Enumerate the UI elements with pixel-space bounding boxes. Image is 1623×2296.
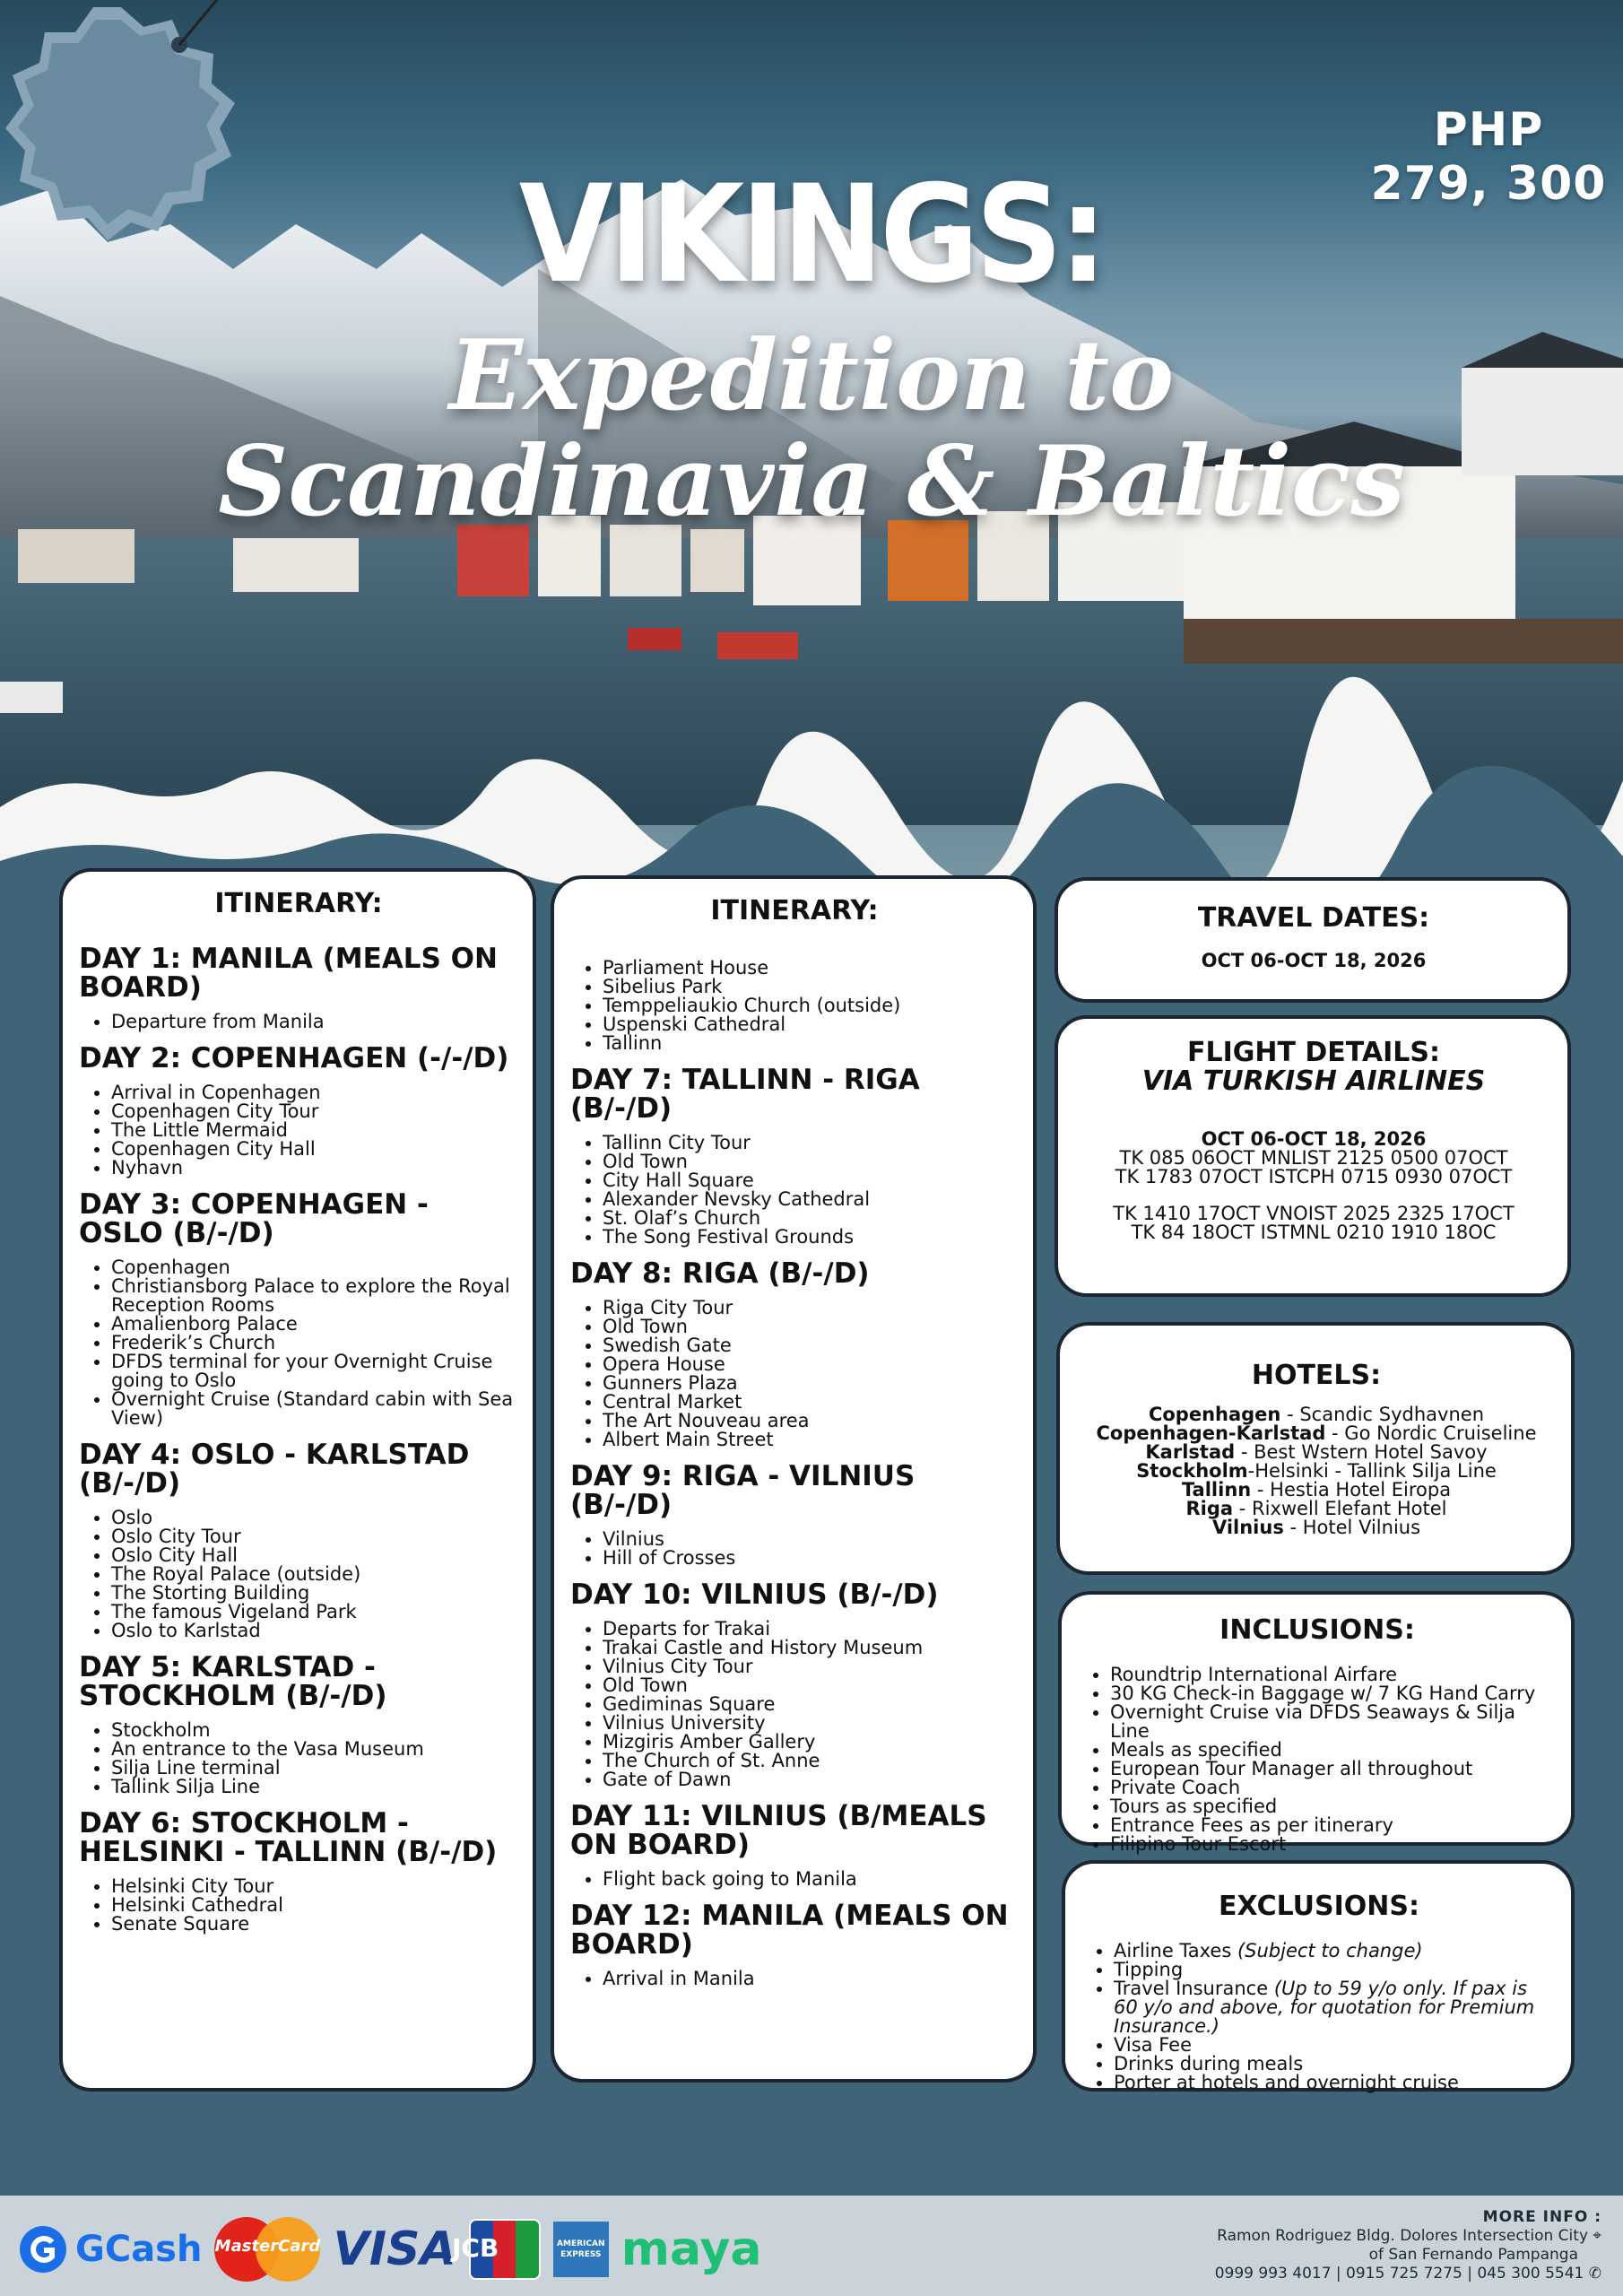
gcash-icon bbox=[18, 2224, 68, 2274]
mastercard-logo bbox=[214, 2217, 320, 2282]
activity-item: • Oslo City Hall bbox=[111, 1546, 518, 1565]
flight-dates: OCT 06-OCT 18, 2026 bbox=[1201, 1128, 1427, 1150]
hotels-list bbox=[1076, 1405, 1557, 1537]
activity-item: • Albert Main Street bbox=[603, 1431, 1019, 1449]
activity-item: • The Royal Palace (outside) bbox=[111, 1565, 518, 1584]
hotel-separator: - bbox=[1235, 1441, 1254, 1463]
address-line-2: of San Fernando Pampanga bbox=[1368, 2246, 1578, 2264]
exclusions-card bbox=[1062, 1860, 1575, 2092]
activity-item: • Tallinn bbox=[603, 1034, 1019, 1053]
day-activity-list bbox=[570, 1970, 1019, 1988]
inclusion-item: • 30 KG Check-in Baggage w/ 7 KG Hand Carry bbox=[1110, 1684, 1557, 1703]
exclusion-item bbox=[1114, 2036, 1557, 2055]
activity-item: • The Storting Building bbox=[111, 1584, 518, 1603]
hotel-name: Hotel Vilnius bbox=[1302, 1517, 1421, 1538]
flight-details-card bbox=[1055, 1015, 1571, 1297]
inclusion-item: • Entrance Fees as per itinerary bbox=[1110, 1816, 1557, 1835]
hotel-city: Vilnius bbox=[1211, 1517, 1284, 1538]
activity-item: • Parliament House bbox=[603, 959, 1019, 978]
inclusion-item: • European Tour Manager all throughout bbox=[1110, 1760, 1557, 1779]
hotel-name: Go Nordic Cruiseline bbox=[1344, 1422, 1537, 1444]
address-line-1 bbox=[1215, 2227, 1601, 2246]
more-info-label: MORE INFO : bbox=[1482, 2208, 1601, 2226]
hotel-row bbox=[1076, 1443, 1557, 1462]
itinerary-intro-list bbox=[570, 959, 1019, 1053]
itinerary-days bbox=[79, 944, 518, 1934]
flight-segments-outbound bbox=[1074, 1149, 1553, 1187]
activity-item: • Vilnius University bbox=[603, 1714, 1019, 1733]
gcash-label: GCash bbox=[75, 2229, 203, 2270]
hotel-separator: - bbox=[1233, 1498, 1253, 1519]
activity-item: • Old Town bbox=[603, 1676, 1019, 1695]
inclusions-heading: INCLUSIONS: bbox=[1219, 1614, 1415, 1646]
exclusion-item bbox=[1114, 1942, 1557, 1961]
inclusion-item: • Roundtrip International Airfare bbox=[1110, 1665, 1557, 1684]
activity-item: • Sibelius Park bbox=[603, 978, 1019, 996]
day-activity-list bbox=[570, 1870, 1019, 1889]
itinerary-heading: ITINERARY: bbox=[710, 895, 879, 926]
hotels-heading: HOTELS: bbox=[1251, 1360, 1382, 1391]
flight-airline: VIA TURKISH AIRLINES bbox=[1141, 1065, 1486, 1097]
exclusions-heading: EXCLUSIONS: bbox=[1219, 1891, 1419, 1922]
activity-item: • Oslo bbox=[111, 1509, 518, 1527]
hotel-separator: - bbox=[1247, 1460, 1255, 1482]
activity-item: • Copenhagen City Hall bbox=[111, 1140, 518, 1159]
exclusion-text: Airline Taxes bbox=[1114, 1940, 1237, 1961]
activity-item: • Vilnius City Tour bbox=[603, 1657, 1019, 1676]
day-activity-list bbox=[79, 1721, 518, 1796]
itinerary-days bbox=[570, 1065, 1019, 1988]
mastercard-label: MasterCard bbox=[214, 2237, 321, 2256]
activity-item: • An entrance to the Vasa Museum bbox=[111, 1740, 518, 1759]
hotel-name: Scandic Sydhavnen bbox=[1299, 1404, 1485, 1425]
inclusion-item: • Private Coach bbox=[1110, 1779, 1557, 1797]
activity-item: • Nyhavn bbox=[111, 1159, 518, 1178]
hotel-row bbox=[1076, 1481, 1557, 1500]
activity-item: • Central Market bbox=[603, 1393, 1019, 1412]
day-activity-list bbox=[79, 1258, 518, 1428]
itinerary-card-2 bbox=[551, 875, 1037, 2083]
day-title: DAY 8: RIGA (B/-/D) bbox=[570, 1257, 870, 1290]
activity-item: • The Song Festival Grounds bbox=[603, 1228, 1019, 1247]
inclusions-card bbox=[1058, 1591, 1575, 1855]
activity-item: • Gunners Plaza bbox=[603, 1374, 1019, 1393]
activity-item: • Stockholm bbox=[111, 1721, 518, 1740]
activity-item: • Tallink Silja Line bbox=[111, 1778, 518, 1796]
activity-item: • Uspenski Cathedral bbox=[603, 1015, 1019, 1034]
hotel-name: Helsinki - Tallink Silja Line bbox=[1254, 1460, 1497, 1482]
day-title: DAY 12: MANILA (MEALS ON BOARD) bbox=[570, 1900, 1009, 1961]
travel-dates-value: OCT 06-OCT 18, 2026 bbox=[1201, 950, 1427, 971]
activity-item: • Overnight Cruise (Standard cabin with Sea View) bbox=[111, 1390, 518, 1428]
exclusion-note: (Up to 59 y/o only. If pax is 60 y/o and above, for quotation for Premium Insurance.) bbox=[1114, 1978, 1535, 2037]
flight-segment: TK 84 18OCT ISTMNL 0210 1910 18OC bbox=[1131, 1222, 1497, 1243]
amex-logo bbox=[553, 2222, 609, 2277]
flight-heading: FLIGHT DETAILS: bbox=[1186, 1037, 1441, 1068]
activity-item: • Oslo City Tour bbox=[111, 1527, 518, 1546]
itinerary-card-1 bbox=[59, 868, 536, 2092]
hotel-name: Hestia Hotel Eiropa bbox=[1270, 1479, 1452, 1500]
maya-logo: maya bbox=[621, 2222, 762, 2276]
exclusion-item bbox=[1114, 2074, 1557, 2092]
phone-text: 0999 993 4017 | 0915 725 7275 | 045 300 5541 bbox=[1214, 2265, 1584, 2283]
day-title: DAY 7: TALLINN - RIGA (B/-/D) bbox=[570, 1064, 920, 1125]
activity-item: • Copenhagen bbox=[111, 1258, 518, 1277]
activity-item: • DFDS terminal for your Overnight Cruise going to Oslo bbox=[111, 1352, 518, 1390]
activity-item: • Silja Line terminal bbox=[111, 1759, 518, 1778]
gcash-logo bbox=[18, 2224, 202, 2274]
day-title: DAY 2: COPENHAGEN (-/-/D) bbox=[79, 1042, 509, 1074]
hotel-separator: - bbox=[1280, 1404, 1300, 1425]
hotel-row bbox=[1076, 1462, 1557, 1481]
hotel-row bbox=[1076, 1424, 1557, 1443]
travel-dates-heading: TRAVEL DATES: bbox=[1197, 902, 1430, 934]
activity-item: • The Church of St. Anne bbox=[603, 1752, 1019, 1770]
activity-item: • The Art Nouveau area bbox=[603, 1412, 1019, 1431]
activity-item: • Amalienborg Palace bbox=[111, 1315, 518, 1334]
price-label: PHP 279, 300 bbox=[1370, 103, 1607, 211]
hotel-name: Best Wstern Hotel Savoy bbox=[1254, 1441, 1488, 1463]
day-title: DAY 4: OSLO - KARLSTAD (B/-/D) bbox=[79, 1439, 470, 1500]
activity-item: • Helsinki Cathedral bbox=[111, 1896, 518, 1915]
hotel-city: Tallinn bbox=[1181, 1479, 1252, 1500]
itinerary-heading: ITINERARY: bbox=[214, 888, 383, 919]
phone-line bbox=[1215, 2265, 1601, 2283]
activity-item: • Tallinn City Tour bbox=[603, 1134, 1019, 1152]
day-activity-list bbox=[79, 1013, 518, 1031]
exclusions-list bbox=[1081, 1942, 1557, 2092]
activity-item: • Trakai Castle and History Museum bbox=[603, 1639, 1019, 1657]
activity-item: • City Hall Square bbox=[603, 1171, 1019, 1190]
activity-item: • Helsinki City Tour bbox=[111, 1877, 518, 1896]
contact-info bbox=[1215, 2208, 1601, 2283]
inclusion-item: • Tours as specified bbox=[1110, 1797, 1557, 1816]
exclusion-text: Tipping bbox=[1114, 1959, 1184, 1980]
inclusion-item: • Filipino Tour Escort bbox=[1110, 1835, 1557, 1854]
activity-item: • Senate Square bbox=[111, 1915, 518, 1934]
exclusion-text: Travel Insurance bbox=[1114, 1978, 1274, 1999]
activity-item: • Mizgiris Amber Gallery bbox=[603, 1733, 1019, 1752]
location-pin-icon: ⌖ bbox=[1593, 2227, 1601, 2245]
activity-item: • St. Olaf’s Church bbox=[603, 1209, 1019, 1228]
flight-segment: TK 1783 07OCT ISTCPH 0715 0930 07OCT bbox=[1115, 1166, 1513, 1187]
hotel-separator: - bbox=[1283, 1517, 1303, 1538]
payment-methods bbox=[18, 2213, 761, 2285]
exclusion-text: Visa Fee bbox=[1114, 2034, 1192, 2056]
day-activity-list bbox=[79, 1509, 518, 1640]
exclusion-text: Porter at hotels and overnight cruise bbox=[1114, 2072, 1459, 2093]
activity-item: • Copenhagen City Tour bbox=[111, 1102, 518, 1121]
hotel-name: Rixwell Elefant Hotel bbox=[1252, 1498, 1447, 1519]
inclusion-item: • Overnight Cruise via DFDS Seaways & Silja Line bbox=[1110, 1703, 1557, 1741]
hotel-row bbox=[1076, 1500, 1557, 1518]
hero-banner bbox=[0, 0, 1623, 897]
activity-item: • Departs for Trakai bbox=[603, 1620, 1019, 1639]
day-activity-list bbox=[570, 1299, 1019, 1449]
exclusion-item bbox=[1114, 2055, 1557, 2074]
day-activity-list bbox=[79, 1083, 518, 1178]
hotel-city: Stockholm bbox=[1136, 1460, 1248, 1482]
hotel-city: Copenhagen bbox=[1148, 1404, 1281, 1425]
hotels-card bbox=[1056, 1322, 1575, 1575]
activity-item: • Temppeliaukio Church (outside) bbox=[603, 996, 1019, 1015]
flight-segment: TK 085 06OCT MNLIST 2125 0500 07OCT bbox=[1119, 1147, 1508, 1169]
hotel-separator: - bbox=[1325, 1422, 1345, 1444]
phone-icon: ✆ bbox=[1588, 2265, 1601, 2283]
hotel-city: Karlstad bbox=[1145, 1441, 1236, 1463]
exclusion-item bbox=[1114, 1961, 1557, 1979]
activity-item: • Oslo to Karlstad bbox=[111, 1622, 518, 1640]
hotel-row bbox=[1076, 1518, 1557, 1537]
day-title: DAY 6: STOCKHOLM - HELSINKI - TALLINN (B/-/D) bbox=[79, 1807, 498, 1868]
hotel-separator: - bbox=[1251, 1479, 1271, 1500]
activity-item: • Opera House bbox=[603, 1355, 1019, 1374]
day-title: DAY 1: MANILA (MEALS ON BOARD) bbox=[79, 943, 498, 1004]
travel-dates-card bbox=[1055, 877, 1571, 1003]
day-activity-list bbox=[570, 1530, 1019, 1568]
activity-item: • The Little Mermaid bbox=[111, 1121, 518, 1140]
day-activity-list bbox=[79, 1877, 518, 1934]
activity-item: • Vilnius bbox=[603, 1530, 1019, 1549]
hotel-city: Riga bbox=[1185, 1498, 1234, 1519]
day-activity-list bbox=[570, 1134, 1019, 1247]
activity-item: • Old Town bbox=[603, 1318, 1019, 1336]
day-title: DAY 10: VILNIUS (B/-/D) bbox=[570, 1578, 939, 1611]
activity-item: • Gediminas Square bbox=[603, 1695, 1019, 1714]
exclusion-text: Drinks during meals bbox=[1114, 2053, 1304, 2074]
activity-item: • Hill of Crosses bbox=[603, 1549, 1019, 1568]
hotel-city: Copenhagen-Karlstad bbox=[1096, 1422, 1326, 1444]
day-title: DAY 3: COPENHAGEN - OSLO (B/-/D) bbox=[79, 1188, 429, 1249]
activity-item: • Riga City Tour bbox=[603, 1299, 1019, 1318]
exclusion-note: (Subject to change) bbox=[1237, 1940, 1423, 1961]
jcb-label: JCB bbox=[452, 2233, 499, 2263]
activity-item: • Alexander Nevsky Cathedral bbox=[603, 1190, 1019, 1209]
title-vikings: VIKINGS: bbox=[518, 157, 1105, 313]
exclusion-item bbox=[1114, 1979, 1557, 2036]
day-title: DAY 5: KARLSTAD - STOCKHOLM (B/-/D) bbox=[79, 1651, 387, 1712]
visa-logo: VISA bbox=[333, 2222, 456, 2276]
inclusion-item: • Meals as specified bbox=[1110, 1741, 1557, 1760]
activity-item: • Frederik’s Church bbox=[111, 1334, 518, 1352]
activity-item: • Christiansborg Palace to explore the Royal Reception Rooms bbox=[111, 1277, 518, 1315]
activity-item: • The famous Vigeland Park bbox=[111, 1603, 518, 1622]
day-title: DAY 11: VILNIUS (B/MEALS ON BOARD) bbox=[570, 1800, 987, 1861]
activity-item: • Departure from Manila bbox=[111, 1013, 518, 1031]
activity-item: • Arrival in Copenhagen bbox=[111, 1083, 518, 1102]
title-expedition: Expedition to Scandinavia & Baltics bbox=[218, 319, 1405, 538]
hotel-row bbox=[1076, 1405, 1557, 1424]
flight-segment: TK 1410 17OCT VNOIST 2025 2325 17OCT bbox=[1113, 1203, 1515, 1224]
activity-item: • Old Town bbox=[603, 1152, 1019, 1171]
amex-label: AMERICAN EXPRESS bbox=[557, 2239, 605, 2259]
inclusions-list bbox=[1078, 1665, 1557, 1854]
address-text: Ramon Rodriguez Bldg. Dolores Intersection City bbox=[1217, 2227, 1589, 2245]
flight-segments-return bbox=[1074, 1205, 1553, 1242]
activity-item: • Gate of Dawn bbox=[603, 1770, 1019, 1789]
day-title: DAY 9: RIGA - VILNIUS (B/-/D) bbox=[570, 1460, 916, 1521]
activity-item: • Arrival in Manila bbox=[603, 1970, 1019, 1988]
activity-item: • Swedish Gate bbox=[603, 1336, 1019, 1355]
day-activity-list bbox=[570, 1620, 1019, 1789]
activity-item: • Flight back going to Manila bbox=[603, 1870, 1019, 1889]
